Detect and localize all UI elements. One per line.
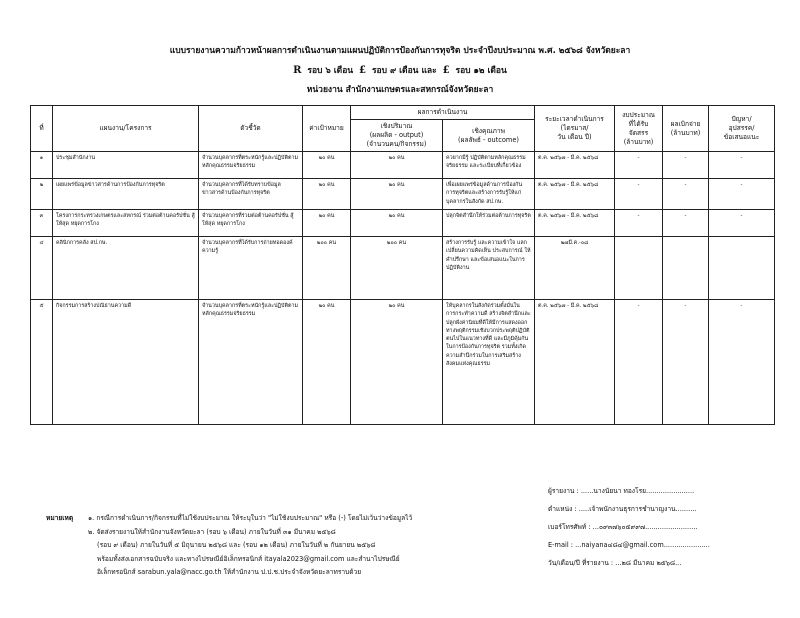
cell-plan: คลินิกการคลัง สป.กษ. <box>53 237 199 300</box>
cell-no: ๔ <box>31 237 53 300</box>
cell-quantity: ๒๐๐ คน <box>351 237 443 300</box>
cell-plan: โครงการกระทรวงเกษตรและสหกรณ์ ร่วมต่อต้านคอรัปชั่น สู้ให้สุด หยุดการโกง <box>53 210 199 237</box>
report-table <box>30 105 775 425</box>
reporter-name: ผู้รายงาน : ......นางนัยนา ทองโรย....................... <box>548 487 695 495</box>
cell-spent: - <box>663 210 709 237</box>
notes-label: หมายเหตุ <box>46 514 74 522</box>
cell-issues: - <box>709 152 775 179</box>
cell-quality: สร้างการรับรู้ และความเข้าใจ แลกเปลี่ยนความคิดเห็น ประสบการณ์ ให้คำปรึกษา และข้อเสนอแนะในการปฏิบัติงาน <box>443 237 535 300</box>
cell-quantity: ๒๐ คน <box>351 300 443 425</box>
header-issues: ปัญหา/ อุปสรรค/ ข้อเสนอแนะ <box>709 106 775 152</box>
cell-no: ๑ <box>31 152 53 179</box>
cell-plan: กิจกรรมการสร้างปณิธานความดี <box>53 300 199 425</box>
cell-spent: - <box>663 179 709 210</box>
cell-budget <box>615 237 663 300</box>
round-6-label: รอบ ๖ เดือน <box>307 66 354 76</box>
agency-name: หน่วยงาน สำนักงานเกษตรและสหกรณ์จังหวัดยะลา <box>306 85 494 95</box>
reporter-info <box>548 482 710 572</box>
cell-no: ๕ <box>31 300 53 425</box>
cell-quantity: ๒๐ คน <box>351 210 443 237</box>
cell-issues: - <box>709 210 775 237</box>
header-quality: เชิงคุณภาพ (ผลลัพธ์ - outcome) <box>443 120 535 152</box>
cell-target: ๒๐ คน <box>303 179 351 210</box>
round-9-label: รอบ ๙ เดือน และ <box>371 66 437 76</box>
cell-no: ๒ <box>31 179 53 210</box>
header-quantity: เชิงปริมาณ (ผลผลิต - output) (จำนวนคน/กิจกรรม) <box>351 120 443 152</box>
cell-spent <box>663 237 709 300</box>
cell-budget: - <box>615 179 663 210</box>
report-header <box>0 42 800 100</box>
cell-budget: - <box>615 152 663 179</box>
table-row <box>31 179 775 210</box>
table-row <box>31 300 775 425</box>
header-no: ที่ <box>31 106 53 152</box>
cell-plan: ประชุมสำนักงาน <box>53 152 199 179</box>
cell-indicator: จำนวนบุคลากรที่ตระหนักรู้และปฏิบัติตามหลักคุณธรรมจริยธรรม <box>199 300 303 425</box>
report-title: แบบรายงานความก้าวหน้าผลการดำเนินงานตามแผนปฏิบัติการป้องกันการทุจริต ประจำปีงบประมาณ พ.ศ. ๒๕๖๘ จังหวัดยะลา <box>169 46 631 56</box>
cell-issues: - <box>709 179 775 210</box>
empty-box-icon: £ <box>359 65 367 76</box>
cell-period: ต.ค. ๒๕๖๗ - มี.ค. ๒๕๖๘ <box>535 152 615 179</box>
cell-indicator: จำนวนบุคลากรที่ตระหนักรู้และปฏิบัติตามหลักคุณธรรมจริยธรรม <box>199 152 303 179</box>
cell-indicator: จำนวนบุคลากรที่ร่วมต่อต้านคอรัปชั่น สู้ให้สุด หยุดการโกง <box>199 210 303 237</box>
cell-period: ต.ค. ๒๕๖๗ - มี.ค. ๒๕๖๘ <box>535 210 615 237</box>
cell-period: ต.ค. ๒๕๖๗ - มี.ค. ๒๕๖๘ <box>535 300 615 425</box>
note-line: ๒. จัดส่งรายงานให้สำนักงานจังหวัดยะลา (รอบ ๖ เดือน) ภายในวันที่ ๓๑ มีนาคม ๒๕๖๘ <box>88 527 336 536</box>
cell-indicator: จำนวนบุคลากรที่ได้รับทราบข้อมูลข่าวสารด้านป้องกันการทุจริต <box>199 179 303 210</box>
reporter-phone: เบอร์โทรศัพท์ : ...๐๙๓๗๖๐๕๙๙๗......................... <box>548 523 698 531</box>
note-line: (รอบ ๙ เดือน) ภายในวันที่ ๕ มิถุนายน ๒๕๖๘ และ (รอบ ๑๒ เดือน) ภายในวันที่ ๒ กันยายน ๒๕๖๘ <box>97 541 376 550</box>
cell-quality: ควยากมีรู้ ปฏิบัติตามหลักคุณธรรมจริยธรรม และระเบียบที่เกี่ยวข้อง <box>443 152 535 179</box>
note-line: พร้อมทั้งส่งเอกสารฉบับจริง และทางไปรษณีย์อิเล็กทรอนิกส์ itayala2023@gmail.com และสำนาไปรษณีย์ <box>97 554 400 563</box>
report-date: วัน/เดือน/ปี ที่รายงาน : ...๒๘ มีนาคม ๒๕๖๘... <box>548 559 682 567</box>
header-spent: ผลเบิกจ่าย (ล้านบาท) <box>663 106 709 152</box>
cell-quality: เพื่อเผยแพร่ข้อมูลด้านการป้องกันการทุจริตและสร้างการรับรู้ให้แก่บุคลากรในสังกัด สป.กษ. <box>443 179 535 210</box>
cell-issues: - <box>709 300 775 425</box>
cell-budget: - <box>615 210 663 237</box>
header-indicator: ตัวชี้วัด <box>199 106 303 152</box>
table-row <box>31 237 775 300</box>
header-results: ผลการดำเนินงาน <box>351 106 535 120</box>
checked-box-icon: R <box>293 65 302 76</box>
cell-period: ๒๗มี.ค.-๐๘ <box>535 237 615 300</box>
cell-issues <box>709 237 775 300</box>
note-line: อิเล็กทรอนิกส์ sarabun.yala@nacc.go.th ให้สำนักงาน ป.ป.ช.ประจำจังหวัดยะลาทราบด้วย <box>97 568 362 577</box>
header-plan: แผนงาน/โครงการ <box>53 106 199 152</box>
reporter-position: ตำแหน่ง : .....เจ้าพนักงานธุรการชำนาญงาน.......... <box>548 505 697 513</box>
cell-quality: ให้บุคลากรในสังกัดร่วมตั้งมั่นในการกระทำความดี สร้างจิตสำนึกและปลูกฝังค่านิยมที่ดีให้มีการแสดงออกทางพฤติกรรมเชิงบวกประพฤติปฏิบัติตนไปในแนวทางที่ดี และมีภูมิคุ้มกันในการป้องกันการทุจริต รวมทั้งเกิดความสำนึกร่วมในการเสริมสร้างสังคมแห่งคุณธรรม <box>443 300 535 425</box>
cell-spent: - <box>663 300 709 425</box>
cell-quantity: ๒๐ คน <box>351 152 443 179</box>
cell-indicator: จำนวนบุคลากรที่ได้รับการถ่ายทอดองค์ความรู้ <box>199 237 303 300</box>
cell-quantity: ๒๐ คน <box>351 179 443 210</box>
cell-target: ๒๐ คน <box>303 152 351 179</box>
header-budget: งบประมาณ ที่ได้รับ จัดสรร (ล้านบาท) <box>615 106 663 152</box>
cell-target: ๒๐ คน <box>303 210 351 237</box>
cell-target: ๒๐ คน <box>303 300 351 425</box>
cell-spent: - <box>663 152 709 179</box>
empty-box-icon: £ <box>442 65 450 76</box>
reporter-email: E-mail : ...naiyana๔๘๔@gmail.com...................... <box>548 541 710 549</box>
header-period: ระยะเวลาดำเนินการ (ไตรมาส/ วัน เดือน ปี) <box>535 106 615 152</box>
cell-plan: เผยแพร่ข้อมูลข่าวสารด้านการป้องกันการทุจริต <box>53 179 199 210</box>
cell-budget: - <box>615 300 663 425</box>
cell-quality: ปลุกจิตสำนึกให้ร่วมต่อต้านการทุจริต <box>443 210 535 237</box>
cell-target: ๒๐๐ คน <box>303 237 351 300</box>
table-row <box>31 210 775 237</box>
cell-no: ๓ <box>31 210 53 237</box>
header-target: ค่าเป้าหมาย <box>303 106 351 152</box>
round-12-label: รอบ ๑๒ เดือน <box>455 66 507 76</box>
table-row <box>31 152 775 179</box>
report-round-line <box>0 61 800 81</box>
note-line: ๑. กรณีการดำเนินการ/กิจกรรมที่ไม่ใช้งบประมาณ ให้ระบุในว่า "ไม่ใช้งบประมาณ" หรือ (-) โดยไม่เว้นว่างข้อมูลไว้ <box>88 514 413 522</box>
cell-period: ต.ค. ๒๕๖๗ - มี.ค. ๒๕๖๘ <box>535 179 615 210</box>
